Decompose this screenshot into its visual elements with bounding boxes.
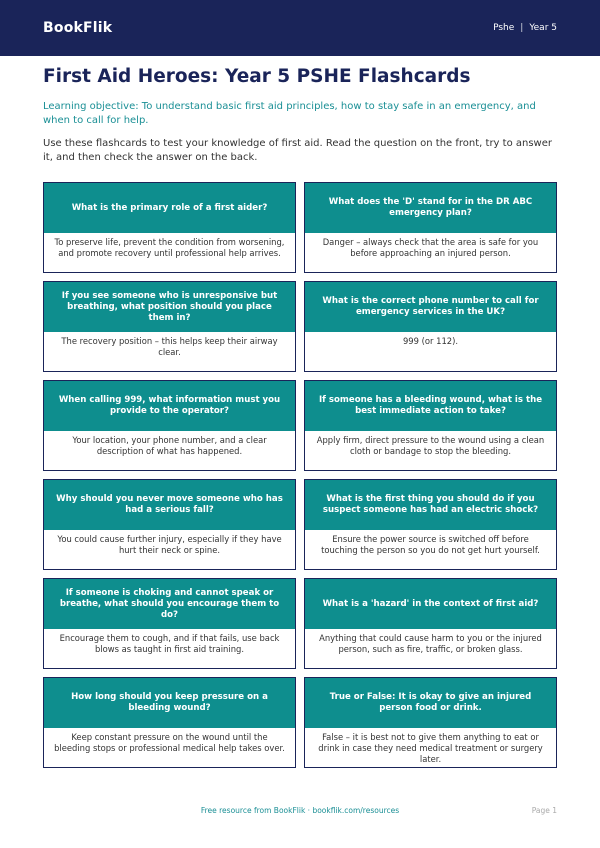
flashcard-question: If someone has a bleeding wound, what is the best immediate action to take? xyxy=(305,381,556,431)
flashcard-question: What is a 'hazard' in the context of first aid? xyxy=(305,579,556,629)
flashcard xyxy=(304,479,557,570)
flashcard-answer: 999 (or 112). xyxy=(305,332,556,371)
year-label: Year 5 xyxy=(529,23,557,33)
flashcard-grid xyxy=(43,182,557,768)
learning-objective: Learning objective: To understand basic first aid principles, how to stay safe in an emergency, and when to call for help. xyxy=(43,101,536,126)
flashcard-question: How long should you keep pressure on a bleeding wound? xyxy=(44,678,295,728)
brand-logo[interactable]: BookFlik xyxy=(43,20,113,36)
flashcard xyxy=(43,281,296,372)
flashcard xyxy=(43,182,296,273)
flashcard xyxy=(304,677,557,768)
flashcard-question: When calling 999, what information must you provide to the operator? xyxy=(44,381,295,431)
header-meta xyxy=(493,23,557,33)
flashcard-answer: Encourage them to cough, and if that fails, use back blows as taught in first aid training. xyxy=(44,629,295,668)
flashcard-answer: You could cause further injury, especially if they have hurt their neck or spine. xyxy=(44,530,295,569)
flashcard-answer: To preserve life, prevent the condition from worsening, and promote recovery until professional help arrives. xyxy=(44,233,295,272)
flashcard xyxy=(304,578,557,669)
flashcard-question: If you see someone who is unresponsive but breathing, what position should you place them in? xyxy=(44,282,295,332)
header-separator: | xyxy=(520,23,524,33)
flashcard-answer: Anything that could cause harm to you or the injured person, such as fire, traffic, or broken glass. xyxy=(305,629,556,668)
subject-label: Pshe xyxy=(493,23,515,33)
flashcard-answer: False – it is best not to give them anything to eat or drink in case they need medical treatment or surgery later. xyxy=(305,728,556,767)
flashcard-answer: The recovery position – this helps keep their airway clear. xyxy=(44,332,295,371)
flashcard xyxy=(43,677,296,768)
flashcard xyxy=(304,182,557,273)
flashcard-answer: Ensure the power source is switched off before touching the person so you do not get hurt yourself. xyxy=(305,530,556,569)
flashcard-question: What is the first thing you should do if you suspect someone has had an electric shock? xyxy=(305,480,556,530)
footer-credit[interactable]: Free resource from BookFlik · bookflik.com/resources xyxy=(200,806,400,815)
header-bar xyxy=(0,0,600,56)
flashcard xyxy=(304,281,557,372)
flashcard xyxy=(43,479,296,570)
flashcard-question: What is the correct phone number to call for emergency services in the UK? xyxy=(305,282,556,332)
flashcard-answer: Keep constant pressure on the wound until the bleeding stops or professional medical help takes over. xyxy=(44,728,295,767)
flashcard-question: What does the 'D' stand for in the DR ABC emergency plan? xyxy=(305,183,556,233)
flashcard xyxy=(43,380,296,471)
flashcard xyxy=(304,380,557,471)
page-title: First Aid Heroes: Year 5 PSHE Flashcards xyxy=(43,66,471,87)
flashcard-answer: Your location, your phone number, and a clear description of what has happened. xyxy=(44,431,295,470)
page-number: Page 1 xyxy=(531,806,557,815)
flashcard xyxy=(43,578,296,669)
flashcard-question: Why should you never move someone who has had a serious fall? xyxy=(44,480,295,530)
flashcard-answer: Danger – always check that the area is safe for you before approaching an injured person. xyxy=(305,233,556,272)
flashcard-question: What is the primary role of a first aider? xyxy=(44,183,295,233)
flashcard-answer: Apply firm, direct pressure to the wound using a clean cloth or bandage to stop the bleeding. xyxy=(305,431,556,470)
intro-text: Use these flashcards to test your knowledge of first aid. Read the question on the front, try to answer it, and then check the answer on the back. xyxy=(43,138,552,163)
flashcard-question: If someone is choking and cannot speak or breathe, what should you encourage them to do? xyxy=(44,579,295,629)
flashcard-question: True or False: It is okay to give an injured person food or drink. xyxy=(305,678,556,728)
